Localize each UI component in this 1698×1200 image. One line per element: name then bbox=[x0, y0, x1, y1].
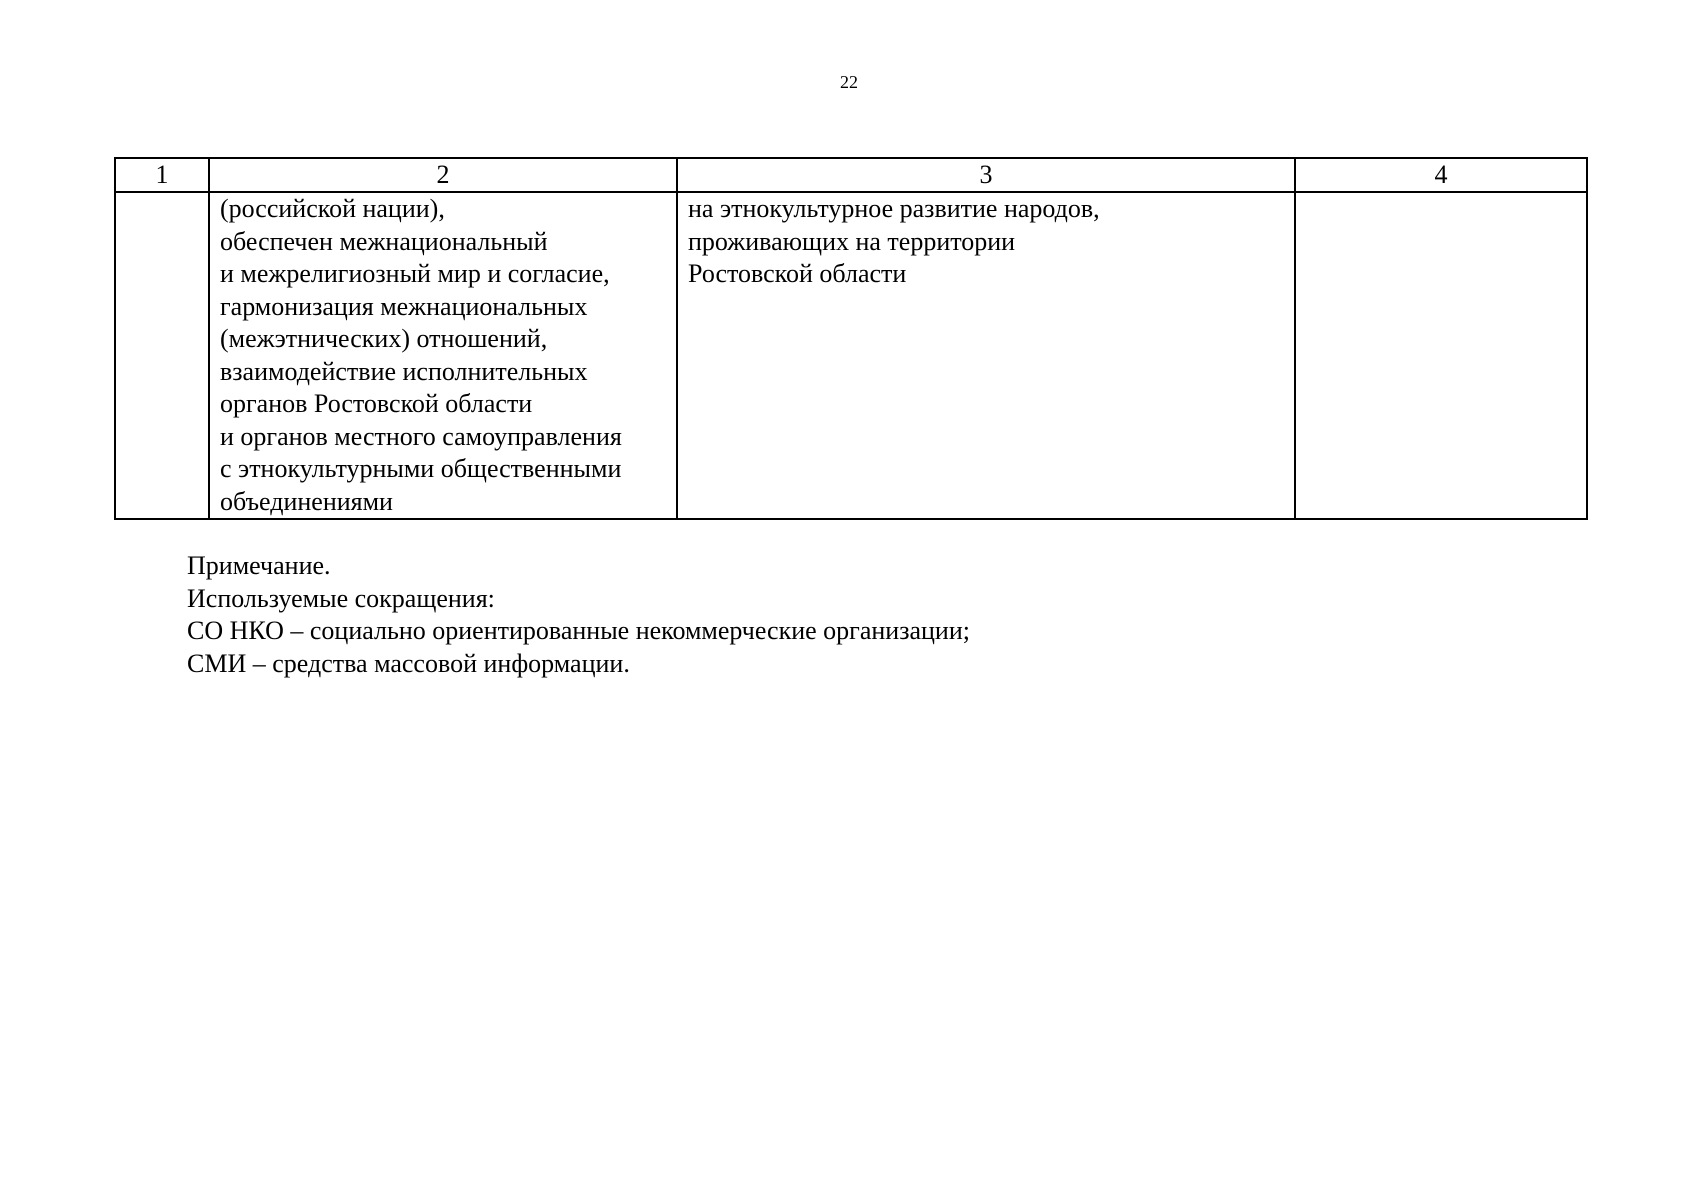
table-cell-2 bbox=[209, 192, 677, 519]
table-header-cell-3: 3 bbox=[677, 158, 1295, 192]
table-cell-3-text: на этнокультурное развитие народов, проживающих на территории Ростовской области bbox=[688, 194, 1100, 288]
table-cell-4 bbox=[1295, 192, 1587, 519]
table-cell-1 bbox=[115, 192, 209, 519]
main-table bbox=[114, 157, 1588, 520]
table-header-cell-1: 1 bbox=[115, 158, 209, 192]
table-header-cell-2: 2 bbox=[209, 158, 677, 192]
table-row bbox=[115, 192, 1587, 519]
table-cell-3 bbox=[677, 192, 1295, 519]
note-section bbox=[187, 550, 970, 680]
table-header-row bbox=[115, 158, 1587, 192]
page-number: 22 bbox=[840, 72, 858, 92]
note-subtitle: Используемые сокращения: bbox=[187, 583, 495, 613]
note-item: СМИ – средства массовой информации. bbox=[187, 648, 630, 678]
table-header-cell-4: 4 bbox=[1295, 158, 1587, 192]
note-title: Примечание. bbox=[187, 551, 331, 580]
table-cell-2-text: (российской нации), обеспечен межнациональный и межрелигиозный мир и согласие, гармонизация межнациональных (межэтнических) отношений, взаимодействие исполнительных органов Ростовской области и органов местного самоуправления с этнокультурными общественными объединениями bbox=[220, 194, 622, 516]
note-item: СО НКО – социально ориентированные некоммерческие организации; bbox=[187, 616, 970, 645]
